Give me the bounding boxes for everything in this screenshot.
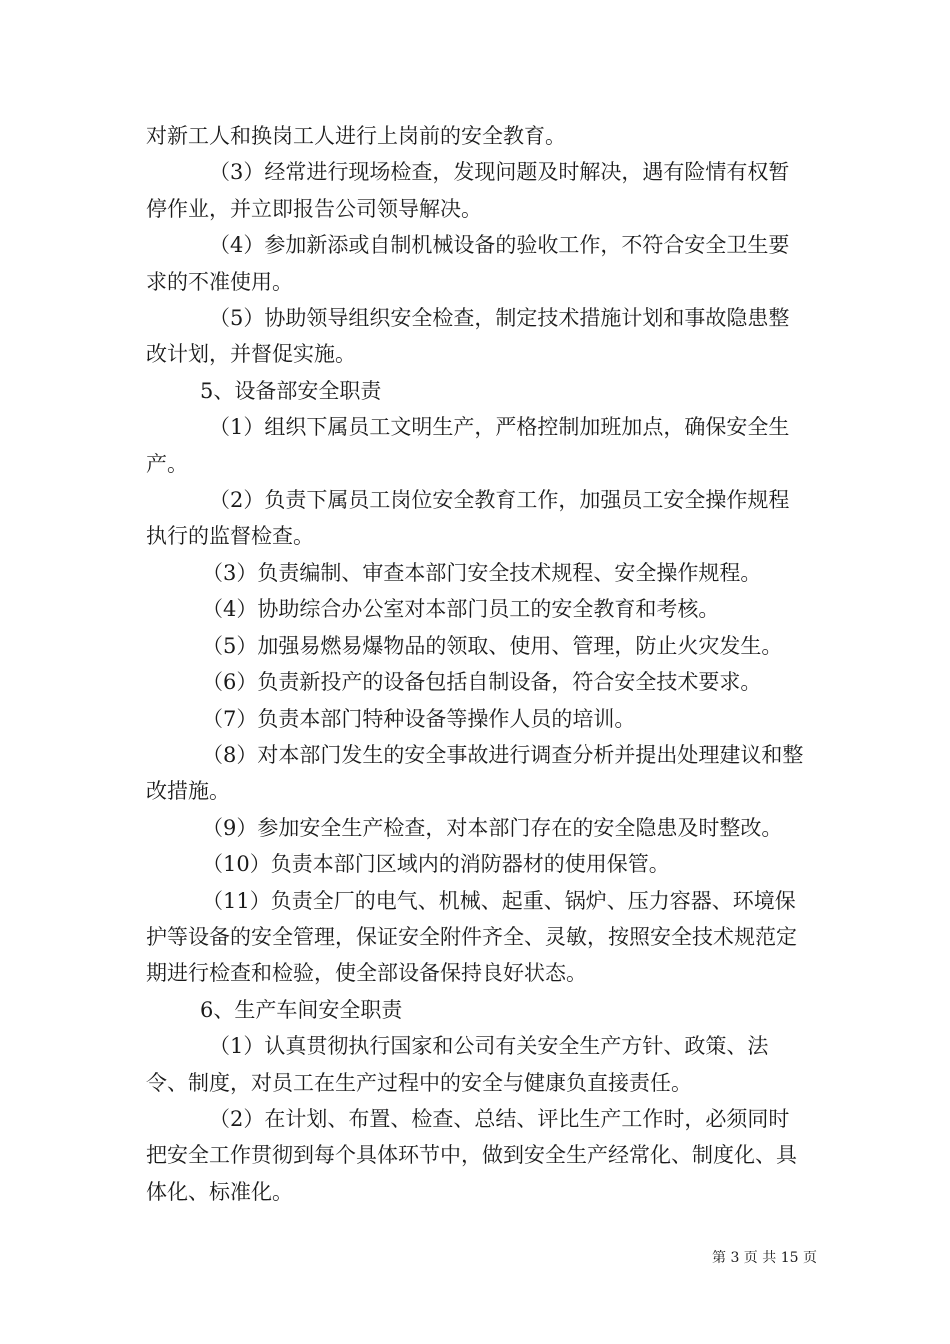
paragraph-item: （4）参加新添或自制机械设备的验收工作，不符合安全卫生要求的不准使用。: [146, 233, 790, 294]
paragraph-item: （9）参加安全生产检查，对本部门存在的安全隐患及时整改。: [202, 815, 783, 840]
section-heading: 6、生产车间安全职责: [200, 997, 403, 1022]
paragraph-item: （11）负责全厂的电气、机械、起重、锅炉、压力容器、环境保护等设备的安全管理，保证安全附件齐全、灵敏，按照安全技术规范定期进行检查和检验，使全部设备保持良好状态。: [146, 888, 797, 986]
paragraph-item: （5）协助领导组织安全检查，制定技术措施计划和事故隐患整改计划，并督促实施。: [146, 306, 790, 367]
page-number-footer: 第 3 页 共 15 页: [712, 1250, 817, 1266]
paragraph-item: （1）认真贯彻执行国家和公司有关安全生产方针、政策、法令、制度，对员工在生产过程中的安全与健康负直接责任。: [146, 1034, 769, 1095]
paragraph-item: （6）负责新投产的设备包括自制设备，符合安全技术要求。: [202, 670, 762, 695]
document-body: [146, 118, 808, 1210]
paragraph-item: （2）在计划、布置、检查、总结、评比生产工作时，必须同时把安全工作贯彻到每个具体环节中，做到安全生产经常化、制度化、具体化、标准化。: [146, 1106, 797, 1204]
paragraph-item: （2）负责下属员工岗位安全教育工作，加强员工安全操作规程执行的监督检查。: [146, 488, 790, 549]
paragraph-item: （1）组织下属员工文明生产，严格控制加班加点，确保安全生产。: [146, 415, 790, 476]
paragraph-item: （7）负责本部门特种设备等操作人员的培训。: [202, 706, 636, 731]
paragraph-item: （10）负责本部门区域内的消防器材的使用保管。: [202, 852, 670, 877]
paragraph-item: （3）经常进行现场检查，发现问题及时解决，遇有险情有权暂停作业，并立即报告公司领导解决。: [146, 160, 790, 221]
paragraph-item: （4）协助综合办公室对本部门员工的安全教育和考核。: [202, 597, 720, 622]
paragraph-continuation: 对新工人和换岗工人进行上岗前的安全教育。: [146, 124, 566, 148]
paragraph-item: （3）负责编制、审查本部门安全技术规程、安全操作规程。: [202, 560, 762, 585]
paragraph-item: （8）对本部门发生的安全事故进行调查分析并提出处理建议和整改措施。: [146, 742, 804, 804]
paragraph-item: （5）加强易燃易爆物品的领取、使用、管理，防止火灾发生。: [202, 633, 783, 658]
section-heading: 5、设备部安全职责: [200, 378, 382, 403]
